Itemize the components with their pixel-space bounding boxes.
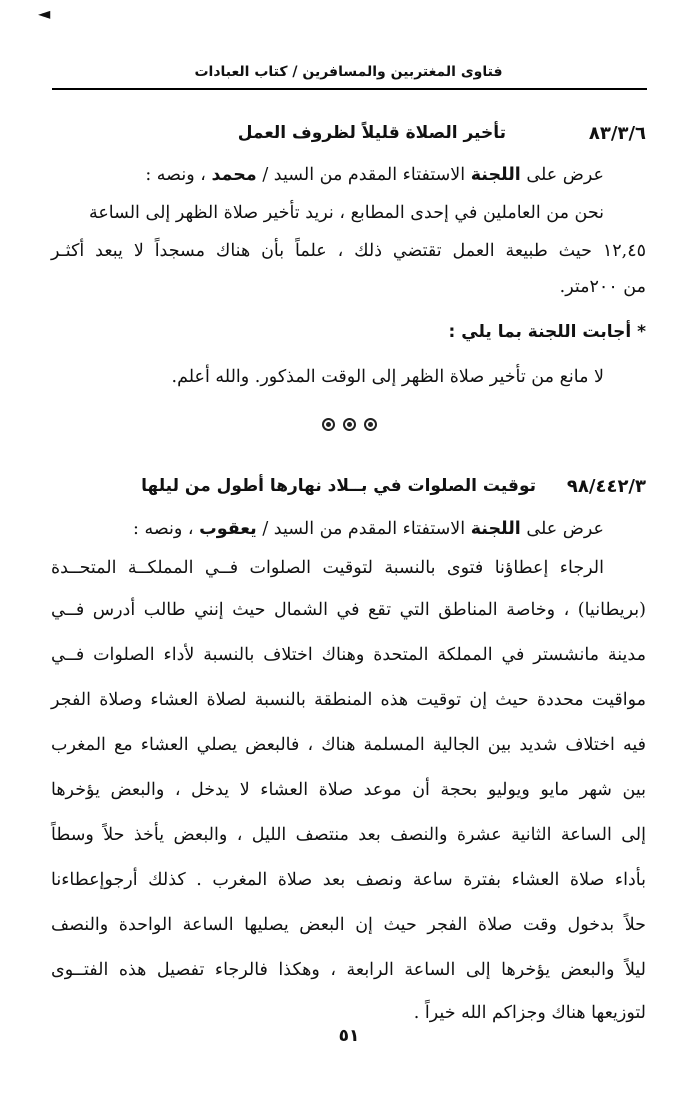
intro-text: ، ونصه :	[133, 519, 194, 539]
fatwa-number: ٩٨/٤٤٢/٣	[566, 476, 646, 497]
fatwa-title: تأخير الصلاة قليلاً لظروف العمل	[237, 123, 506, 143]
question-line: ١٢,٤٥ حيث طبيعة العمل تقتضي ذلك ، علماً بأن هناك مسجداً لا يبعد أكثـر	[51, 241, 646, 261]
running-header: فتاوى المغتربين والمسافرين / كتاب العبادات	[194, 64, 503, 80]
intro-text: عرض على	[526, 165, 604, 185]
fatwa-intro	[51, 158, 646, 192]
fatwa-number: ٨٣/٣/٦	[588, 123, 646, 144]
question-line: حلاً بدخول وقت صلاة الفجر حيث إن البعض يصليها الساعة الواحدة والنصف	[51, 915, 646, 935]
answer-line: لا مانع من تأخير صلاة الظهر إلى الوقت المذكور. والله أعلم.	[171, 367, 604, 387]
answer-heading: * أجابت اللجنة بما يلي :	[448, 322, 646, 342]
question-line: لتوزيعها هناك وجزاكم الله خيراً .	[413, 1003, 646, 1023]
question-line: نحن من العاملين في إحدى المطابع ، نريد تأخير صلاة الظهر إلى الساعة	[88, 203, 604, 223]
question-line: بأداء صلاة العشاء بفترة ساعة ونصف بعد صلاة المغرب . كذلك أرجوإعطاءنا	[51, 870, 646, 890]
question-line: من ٢٠٠متر.	[559, 277, 646, 297]
fatwa-title: توقيت الصلوات في بــلاد نهارها أطول من ليلها	[141, 476, 536, 496]
question-line: بين شهر مايو ويوليو بحجة أن موعد صلاة العشاء لا يدخل ، والبعض يؤخرها	[51, 780, 646, 800]
question-line: (بريطانيا) ، وخاصة المناطق التي تقع في الشمال حيث إنني طالب أدرس فــي	[51, 600, 646, 620]
fatwa-heading	[51, 123, 646, 157]
corner-arrow-mark: ◄	[38, 4, 51, 23]
page-number: ٥١	[338, 1026, 360, 1046]
intro-text: عرض على	[526, 519, 604, 539]
question-line: فيه اختلاف شديد بين الجالية المسلمة هناك ، فالبعض يصلي العشاء مع المغرب	[51, 735, 646, 755]
ornament-icon	[343, 418, 356, 431]
questioner-name: يعقوب	[199, 519, 257, 539]
question-line: إلى الساعة الثانية عشرة والنصف بعد منتصف الليل ، والبعض يأخذ حلاً وسطاً	[51, 825, 646, 845]
question-line: مواقيت محددة حيث إن توقيت هذه المنطقة بالنسبة لصلاة العشاء وصلاة الفجر	[51, 690, 646, 710]
question-line: ليلاً والبعض يؤخرها إلى الساعة الرابعة ، وهكذا فالرجاء تفصيل هذه الفتــوى	[51, 960, 646, 980]
committee-label: اللجنة	[470, 519, 521, 539]
ornament-icon	[322, 418, 335, 431]
intro-text: الاستفتاء المقدم من السيد /	[262, 165, 466, 185]
ornament-icon	[364, 418, 377, 431]
question-line: الرجاء إعطاؤنا فتوى بالنسبة لتوقيت الصلوات فــي المملكــة المتحــدة	[51, 558, 604, 578]
questioner-name: محمد	[211, 165, 257, 185]
header-rule	[52, 88, 647, 90]
section-separator	[0, 416, 698, 435]
question-line: مدينة مانشستر في المملكة المتحدة وهناك اختلاف بالنسبة لأداء الصلوات فــي	[51, 645, 646, 665]
fatwa-heading	[51, 476, 646, 510]
intro-text: ، ونصه :	[145, 165, 206, 185]
fatwa-intro	[51, 512, 646, 546]
intro-text: الاستفتاء المقدم من السيد /	[262, 519, 466, 539]
committee-label: اللجنة	[470, 165, 521, 185]
